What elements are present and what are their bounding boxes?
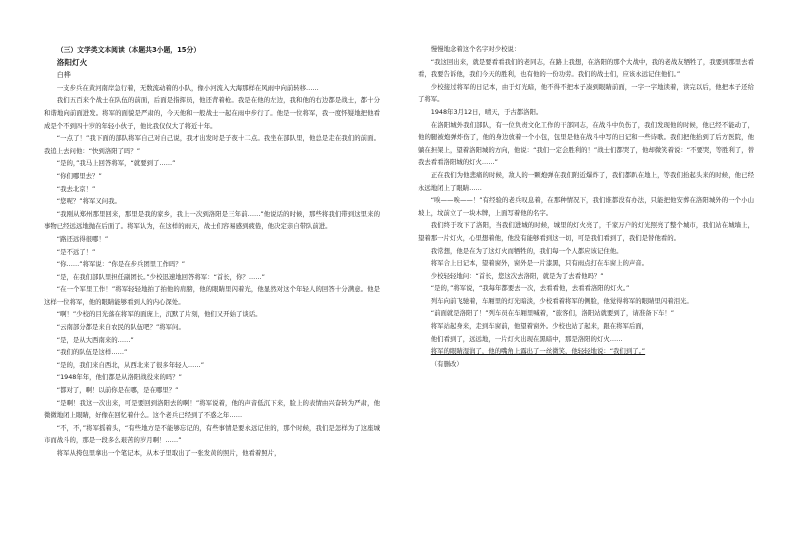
- paragraph: “是不远了！”: [56, 247, 96, 256]
- right-column: [418, 43, 754, 370]
- paragraph: “是的，”我马上回答将军，“就要到了……”: [56, 159, 176, 168]
- paragraph: 列车向前飞驰着，车厢里的灯光暗淡，少校看着将军的侧脸，他觉得将军的眼睛里闪着泪光。: [430, 296, 693, 305]
- paragraph: “是的，”将军说，“我每年都要去一次，去看看他，去看看洛阳的灯火。”: [430, 284, 630, 293]
- paragraph: “我们的队伍是这样……”: [56, 348, 128, 357]
- paragraph: “路还远得很哪！”: [56, 234, 109, 243]
- paragraph: “在一个军里工作！”将军轻轻地拍了拍他的肩膀，他的眼睛里闪着光，他显然对这个年轻人的回答十分满意。他是这样一位将军，他的眼睛能够看到人的内心深处。: [44, 285, 380, 306]
- paragraph: “都对了，啊！以前你是在哪，是在哪里？”: [56, 386, 179, 395]
- paragraph: 慢慢地念着这个名字对少校说：: [430, 45, 521, 53]
- paragraph: “是，在我们部队里担任副团长。”少校迅速地回答将军：“首长，你？……”: [56, 272, 265, 281]
- paragraph: “唉——唉——！”有经验的老兵叹息着，在那种情况下，我们谁都没有办法，只能把他安葬在洛阳城外的一个小山坡上，坟前立了一块木牌，上面写着他的名字。: [418, 196, 754, 217]
- paragraph: 我们终于攻下了洛阳，当我们进城的时候，城里的灯火亮了，千家万户的灯光照亮了整个城市，我们站在城墙上，望着那一片灯火，心里想着他，他没有能够看到这一切，可是我们看到了，我们是替他看的。: [418, 221, 754, 242]
- paragraph: “我去北京！”: [56, 184, 96, 193]
- paragraph: 少校接过将军的日记本，由于灯光暗，他不得不把本子凑到眼睛前面，一字一字地读着，读完以后，他把本子还给了将军。: [418, 82, 754, 104]
- paragraph: “你们哪里去？”: [56, 171, 102, 180]
- paragraph: “您呢？”将军又问我。: [56, 197, 121, 206]
- paragraph: 将军从挎包里拿出一个笔记本，从本子里取出了一张发黄的照片，他看着照片，: [56, 449, 281, 457]
- paragraph: 我常想，他是在为了这灯火而牺牲的，我们每一个人都应该记住他。: [430, 246, 623, 255]
- paragraph: 一支步兵在黄河南岸急行着，无数流动着的小队，像小河流入大海那样在风雨中向前转移……: [56, 83, 319, 92]
- section-header: （三）文学类文本阅读（本题共3小题，15分）: [56, 46, 201, 54]
- paragraph: 1948年3月12日，晴天，于古都洛阳。: [430, 107, 543, 116]
- paragraph: “1948年年，他们都是从洛阳战役来的吗？”: [56, 373, 182, 382]
- paragraph: “是，是从大西南来的……”: [56, 335, 134, 344]
- left-body: [44, 82, 380, 460]
- paragraph: “前面就是洛阳了！”列车员在车厢里喊着，“旅客们，洛阳站就要到了，请准备下车！”: [430, 309, 675, 318]
- left-column: [44, 44, 380, 460]
- paragraph: 少校轻轻地问：“首长，您这次去洛阳，就是为了去看他吗？”: [430, 271, 604, 280]
- paragraph: “不，不，”将军摇着头，“有些地方是不能够忘记的，有些事情是要永远记住的，那个时候，我们是怎样为了这座城市而战斗的，那是一段多么艰苦的岁月啊！……”: [44, 423, 380, 445]
- right-body: [418, 43, 754, 345]
- story-author: 白桦: [56, 71, 71, 80]
- paragraph: “我这回出来，就是要看看我们的老同志，在路上我想，在洛阳的那个大战中，我的老战友牺牲了，我要到那里去看看，我要告诉他，我们今天的胜利，也有他的一份功劳。我们的战士们，应该永远记住他们。”: [418, 57, 754, 79]
- paragraph: 正在我们为他悲痛的时候，敌人的一颗炮弹在我们附近爆炸了，我们都趴在地上，等我们抬起头来的时候，他已经永远地闭上了眼睛……: [418, 170, 754, 192]
- paragraph: 我们五百来个战士在队伍的前面，后面是指挥员，他还背着枪。我是在他的左边，我和他的右边都是战士，都十分和谐地向前面进发。将军的面貌是严肃的，今天他和一般战士一起在雨中步行了。他是一位将军，我一度怀疑地把他看成是个不到四十岁的年轻小伙子，他比我仅仅大了将近十年。: [44, 96, 380, 130]
- paragraph: “云南部分都是来自农民的队伍吧？”将军问。: [56, 323, 185, 332]
- source-note: （有删改）: [430, 359, 463, 368]
- paragraph: “你……”将军说：“你是在步兵团里工作吗？”: [56, 260, 186, 269]
- paragraph: “啊！”少校的目光落在将军的面庞上，沉默了片刻，他们又开始了谈话。: [56, 310, 262, 319]
- paragraph: “一点了！”我下面的部队将军自己对自己说，我才出发时是子夜十二点。我坐在部队里，他总是走在我们的前面。我追上去问他：“快到洛阳了吗？”: [44, 134, 380, 155]
- paragraph: 在洛阳城外我们部队，有一位负责文化工作的干部同志，在战斗中负伤了，我们发现他的时候，他已经不能动了，他的腿被炮弹炸伤了，他的身边放着一个小包，包里是他在战斗中写的日记和一些诗歌。我们把他抬到了后方医院，他躺在担架上，望着洛阳城的方向，他说：“我们一定会胜利的！”战士们都哭了，他却微笑着说：“不要哭，等胜利了，替我去看看洛阳城的灯火……”: [418, 120, 754, 167]
- paragraph: 将军合上日记本，望着窗外，窗外是一片漆黑，只有雨点打在车窗上的声音。: [430, 259, 649, 268]
- paragraph: “是的，我们来自西北，从西北来了很多年轻人……”: [56, 360, 205, 369]
- paragraph: “我刚从郑州那里回来，那里是我的家乡，我上一次到洛阳是三年前……”他说话的时候，那些将我们带到这里来的事物已经远远地抛在后面了。将军认为，在这样的雨天，战士们容易感到疲倦，他决定亲自带队前进。: [44, 209, 380, 231]
- paragraph: 将军站起身来，走到车窗前，他望着窗外。少校也站了起来，跟在将军后面，: [430, 322, 649, 331]
- story-title: 洛阳灯火: [56, 57, 88, 67]
- paragraph: “是啊！我这一次出来，可是要回到洛阳去的啊！”将军说着，他的声音低沉下来，脸上的表情由兴奋转为严肃，他微微地闭上眼睛，好像在回忆着什么。这个老兵已经到了不惑之年……: [44, 398, 380, 420]
- paragraph: 他们看到了，远远地，一片灯火出现在黑暗中，那是洛阳的灯火……: [430, 334, 623, 343]
- underlined-passage: 将军的眼睛湿润了，他的嘴角上露出了一丝微笑，他轻轻地说：“我们到了。”: [430, 347, 646, 356]
